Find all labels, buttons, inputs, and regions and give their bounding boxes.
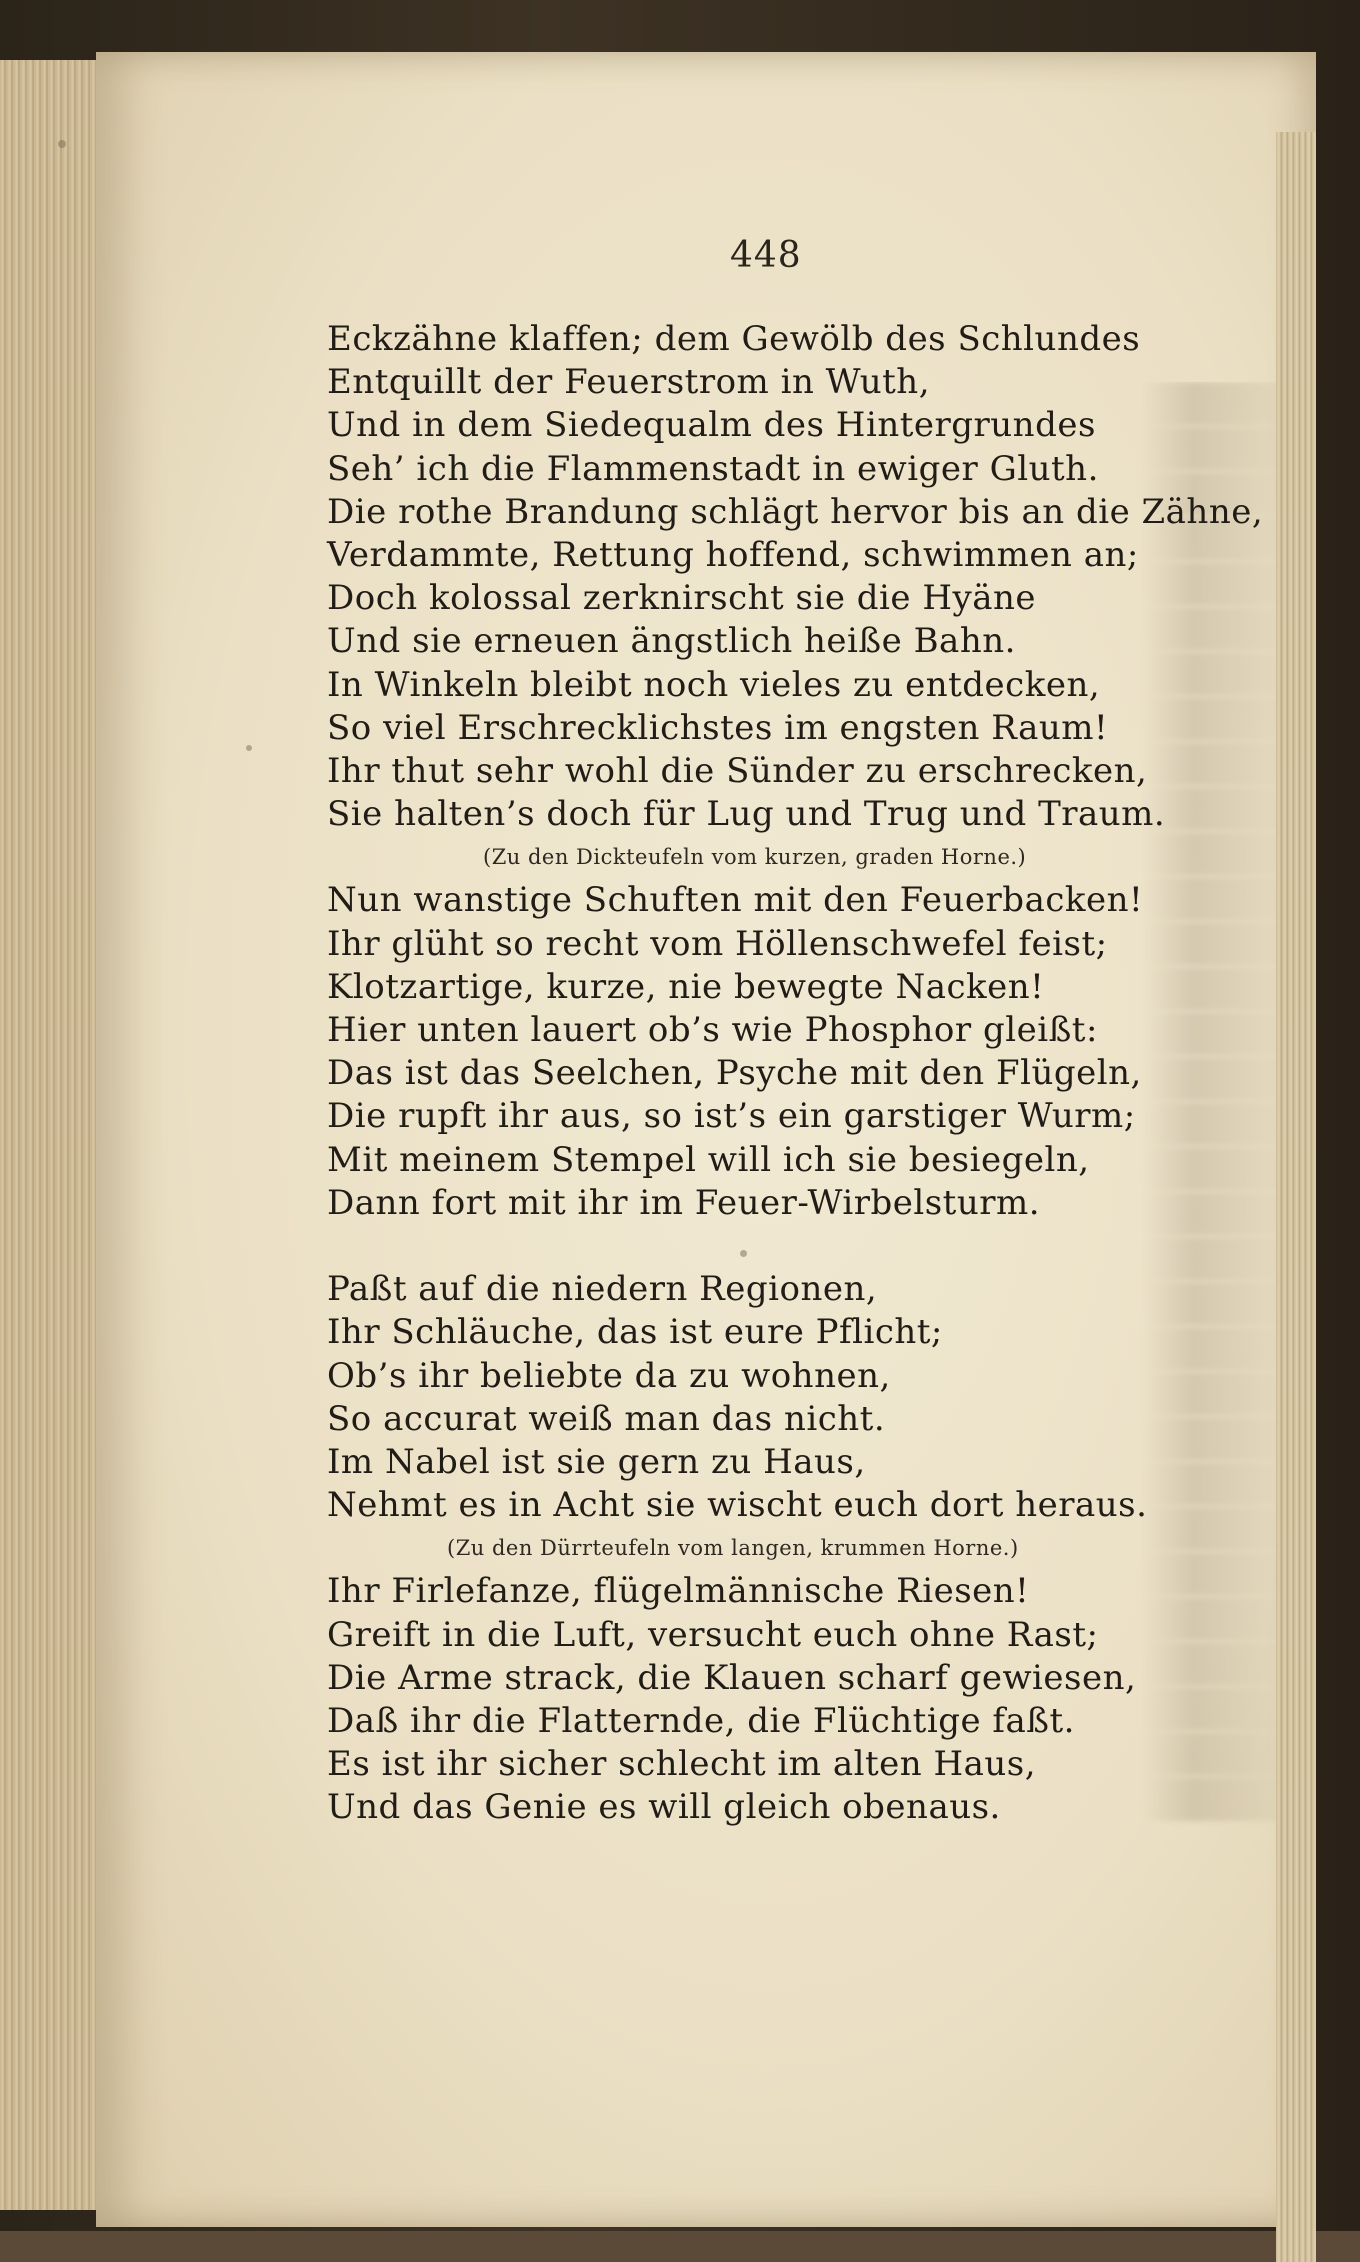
verse-line: Daß ihr die Flatternde, die Flüchtige faßt. bbox=[327, 1701, 1075, 1741]
paper-speck bbox=[246, 745, 252, 751]
verse-line: Paßt auf die niedern Regionen, bbox=[327, 1269, 878, 1310]
stage-direction: (Zu den Dürrteufeln vom langen, krummen Horne.) bbox=[447, 1536, 1019, 1561]
verse-line: Ob’s ihr beliebte da zu wohnen, bbox=[327, 1355, 891, 1396]
verse-line: Die rupft ihr aus, so ist’s ein garstiger Wurm; bbox=[327, 1096, 1136, 1137]
poem-text bbox=[327, 318, 1264, 1830]
verse-line: Ihr thut sehr wohl die Sünder zu erschrecken, bbox=[327, 750, 1148, 791]
verse-line: Die rothe Brandung schlägt hervor bis an die Zähne, bbox=[327, 491, 1264, 532]
book-page-edges-left bbox=[0, 60, 102, 2210]
verse-line: Ihr glüht so recht vom Höllenschwefel feist; bbox=[327, 923, 1108, 964]
verse-line: Nun wanstige Schuften mit den Feuerbacken! bbox=[327, 880, 1144, 921]
verse-line: So accurat weiß man das nicht. bbox=[327, 1398, 886, 1439]
verse-line: Doch kolossal zerknirscht sie die Hyäne bbox=[327, 578, 1036, 619]
stanza-break bbox=[327, 1225, 1227, 1268]
verse-line: Hier unten lauert ob’s wie Phosphor gleißt: bbox=[327, 1010, 1098, 1050]
verse-line: Nehmt es in Acht sie wischt euch dort heraus. bbox=[327, 1485, 1148, 1526]
verse-line: Es ist ihr sicher schlecht im alten Haus, bbox=[327, 1744, 1037, 1785]
verse-line: Im Nabel ist sie gern zu Haus, bbox=[327, 1441, 866, 1482]
verse-line: Das ist das Seelchen, Psyche mit den Flügeln, bbox=[327, 1053, 1142, 1094]
paper-speck bbox=[58, 140, 66, 148]
verse-line: Mit meinem Stempel will ich sie besiegeln, bbox=[327, 1139, 1090, 1180]
verse-line: Entquillt der Feuerstrom in Wuth, bbox=[327, 362, 930, 403]
verse-line: Ihr Schläuche, das ist eure Pflicht; bbox=[327, 1312, 943, 1353]
verse-line: Dann fort mit ihr im Feuer-Wirbelsturm. bbox=[327, 1182, 1041, 1223]
stage-direction: (Zu den Dickteufeln vom kurzen, graden Horne.) bbox=[483, 845, 1027, 870]
verse-line: Sie halten’s doch für Lug und Trug und Traum. bbox=[327, 794, 1166, 835]
book-page-edges-right bbox=[1276, 132, 1316, 2262]
verse-line: In Winkeln bleibt noch vieles zu entdecken, bbox=[327, 664, 1101, 705]
verse-line: Eckzähne klaffen; dem Gewölb des Schlundes bbox=[327, 319, 1141, 359]
verse-line: Die Arme strack, die Klauen scharf gewiesen, bbox=[327, 1657, 1137, 1698]
verse-line: Klotzartige, kurze, nie bewegte Nacken! bbox=[327, 966, 1045, 1007]
verse-line: Und sie erneuen ängstlich heiße Bahn. bbox=[327, 621, 1016, 662]
verse-line: Greift in die Luft, versucht euch ohne Rast; bbox=[327, 1614, 1099, 1655]
verse-line: Ihr Firlefanze, flügelmännische Riesen! bbox=[327, 1571, 1030, 1612]
verse-line: So viel Erschrecklichstes im engsten Raum! bbox=[327, 707, 1109, 748]
verse-line: Verdammte, Rettung hoffend, schwimmen an; bbox=[327, 534, 1139, 575]
page-number: 448 bbox=[730, 235, 802, 276]
verse-line: Seh’ ich die Flammenstadt in ewiger Gluth. bbox=[327, 448, 1099, 489]
verse-line: Und das Genie es will gleich obenaus. bbox=[327, 1787, 1001, 1828]
verse-line: Und in dem Siedequalm des Hintergrundes bbox=[327, 405, 1096, 446]
